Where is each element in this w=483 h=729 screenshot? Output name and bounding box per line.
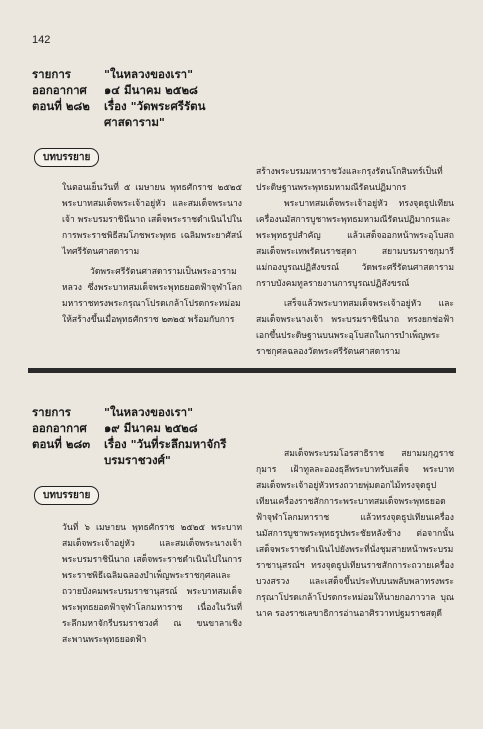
paragraph: สร้างพระบรมมหาราชวังและกรุงรัตนโกสินทร์เป็นที่ประดิษฐานพระพุทธมหามณีรัตนปฏิมากร [256,167,443,193]
paragraph: วัดพระศรีรัตนศาสดารามเป็นพระอาราม หลวง ซึ่งพระบาทสมเด็จพระพุทธยอดฟ้าจุฬาโลกมหาราชทรงพระกรุณาโปรดเกล้าโปรดกระหม่อม ให้สร้างขึ้นเมื่อพุทธศักราช ๒๓๒๕ พร้อมกับการ [62,267,242,325]
section1-header [32,66,205,130]
program-label: รายการ [32,405,71,419]
aired-value: ๑๙ มีนาคม ๒๕๒๘ [104,421,198,435]
section1-left-column [62,180,242,328]
aired-label: ออกอากาศ [32,421,87,435]
paragraph: เสร็จแล้วพระบาทสมเด็จพระเจ้าอยู่หัว และสมเด็จพระนางเจ้า พระบรมราชินีนาถ ทรงยกช่อฟ้าเอกขึ้นประดิษฐานบนพระอุโบสถในการบำเพ็ญพระราชกุศลฉลองวัดพระศรีรัตนศาสดาราม [256,299,454,357]
narration-badge: บทบรรยาย [34,486,99,505]
program-value: "ในหลวงของเรา" [104,67,194,81]
aired-label: ออกอากาศ [32,83,87,97]
narration-badge: บทบรรยาย [34,148,99,167]
episode-title-cont: บรมราชวงศ์" [104,453,171,467]
paragraph: ในตอนเย็นวันที่ ๕ เมษายน พุทธศักราช ๒๕๒๕ พระบาทสมเด็จพระเจ้าอยู่หัว และสมเด็จพระนางเจ้า พระบรมราชินีนาถ เสด็จพระราชดำเนินไปในการพระราชพิธีสมโภชพระพุทธ เฉลิมพระยาศัสน์ไทศรีรัตนศาสดาราม [62,183,242,257]
episode-label: ตอนที่ ๒๘๓ [32,437,91,451]
paragraph: วันที่ ๖ เมษายน พุทธศักราช ๒๕๒๕ พระบาทสมเด็จพระเจ้าอยู่หัว และสมเด็จพระนางเจ้า พระบรมราชินีนาถ เสด็จพระราชดำเนินไปในการพระราชพิธีเฉลิมฉลองบำเพ็ญพระราชกุศลและถวายบังคมพระบรมราชานุสรณ์ พระบาทสมเด็จพระพุทธยอดฟ้าจุฬาโลกมหาราช เนื่องในวันที่ระลึกมหาจักรีบรมราชวงศ์ ณ ขนขาลาเชิงสะพานพระพุทธยอดฟ้า [62,523,242,645]
episode-title-cont: ศาสดาราม" [104,115,165,129]
paragraph: สมเด็จพระบรมโอรสาธิราช สยามมกุฎราชกุมาร เฝ้าทูลละอองธุลีพระบาทรับเสด็จ พระบาทสมเด็จพระเจ้าอยู่หัวทรงถวายพุ่มดอกไม้ทรงจุดธูปเทียนเครื่องราชสักการะพระบาทสมเด็จพระพุทธยอดฟ้าจุฬาโลกมหาราช แล้วทรงจุดธูปเทียนเครื่องนมัสการบูชาพระพุทธรูปพระชัยหลังช้าง ต่อจากนั้นเสด็จพระราชดำเนินไปยังพระที่นั่งชุมสายหน้าพระบรมราชานุสรณ์ฯ ทรงจุดธูปเทียนราชสักการะถวายเครื่องบวงสรวง และเสด็จขึ้นประทับบนพลับพลาทรงพระกรุณาโปรดเกล้าโปรดกระหม่อมให้นายกอภาวาล บุณนาค รองราชเลขาธิการอ่านอาศิรวาทปฐมราชสดุดี [256,449,454,619]
episode-title: เรื่อง "วัดพระศรีรัตน [104,99,206,113]
program-value: "ในหลวงของเรา" [104,405,194,419]
section2-left-column [62,520,242,648]
episode-label: ตอนที่ ๒๘๒ [32,99,90,113]
paragraph: พระบาทสมเด็จพระเจ้าอยู่หัว ทรงจุดธูปเทียนเครื่องนมัสการบูชาพระพุทธมหามณีรัตนปฏิมากรและพระพุทธรูปสำคัญ แล้วเสด็จออกหน้าพระอุโบสถ สมเด็จพระเทพรัตนราชสุดา สยามบรมราชกุมารี แม่กองบูรณปฏิสังขรณ์ วัดพระศรีรัตนศาสดาราม กราบบังคมทูลรายงานการบูรณปฏิสังขรณ์ [256,199,454,289]
program-label: รายการ [32,67,71,81]
section-divider [28,368,456,373]
page-number: 142 [32,34,51,46]
section2-header [32,404,226,468]
section2-right-column [256,446,454,622]
section1-right-column [256,164,454,360]
episode-title: เรื่อง "วันที่ระลึกมหาจักรี [104,437,227,451]
aired-value: ๑๔ มีนาคม ๒๕๒๘ [104,83,198,97]
